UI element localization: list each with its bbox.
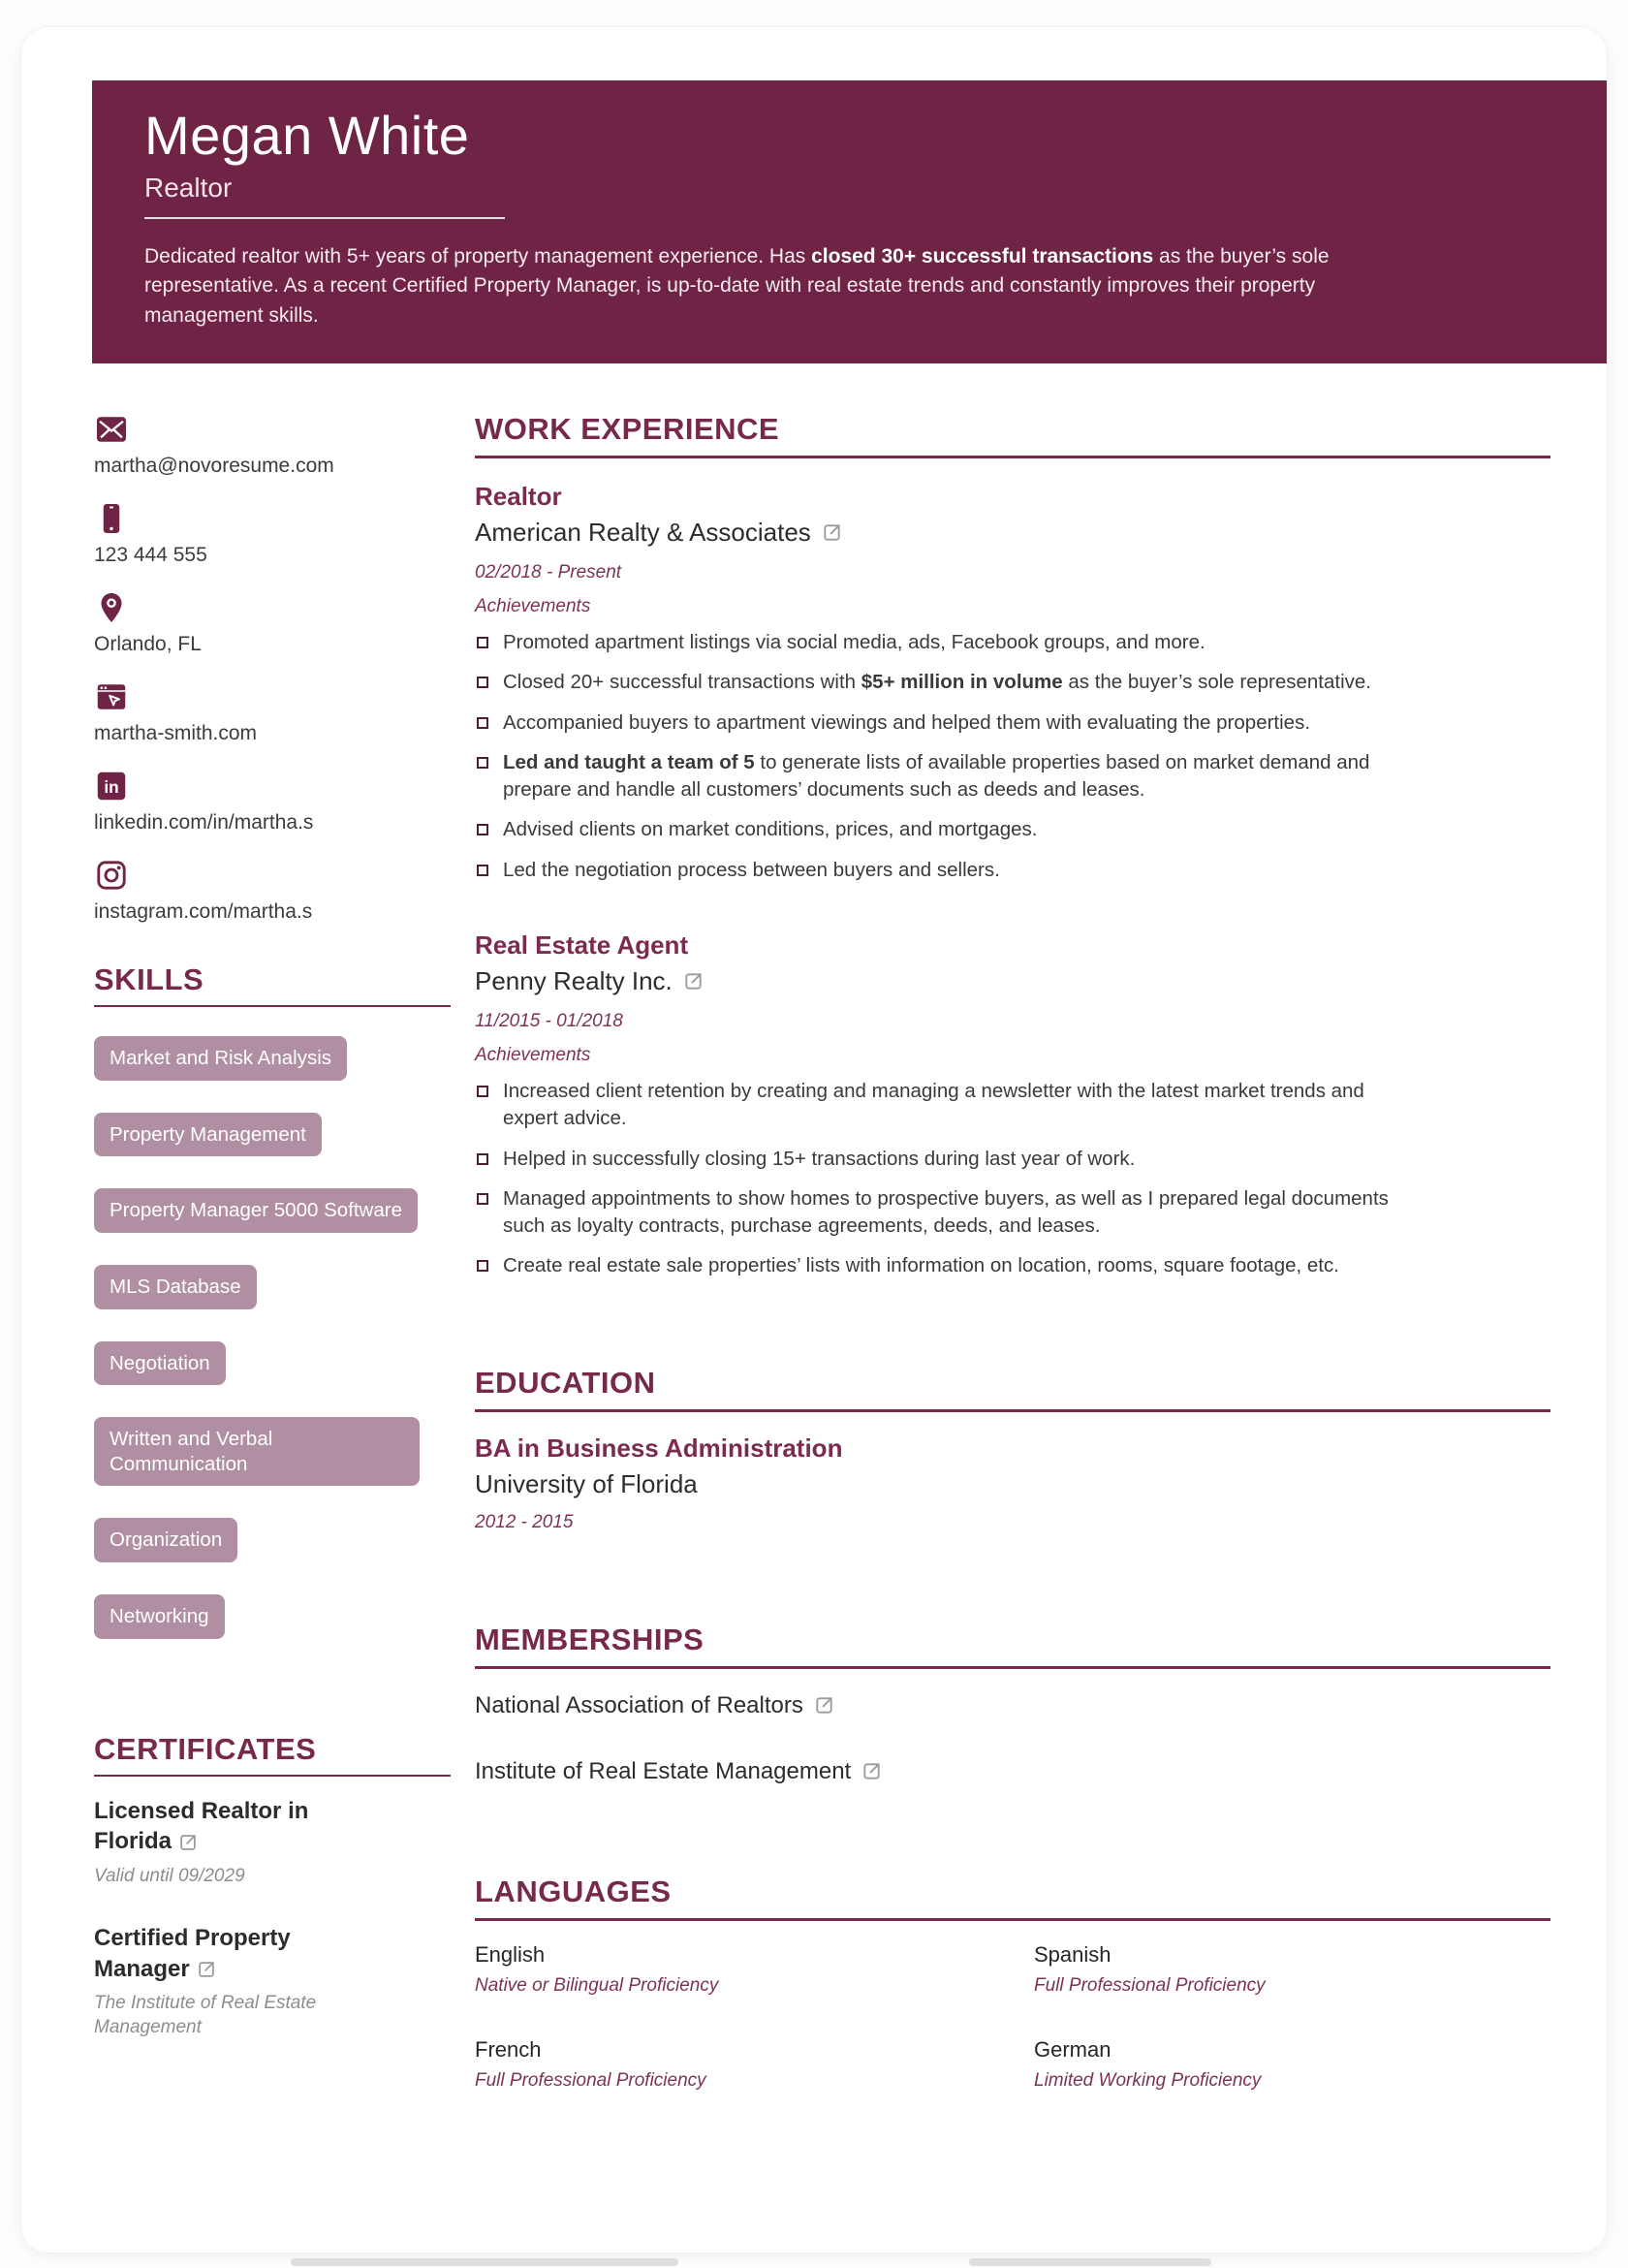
education-title: EDUCATION: [475, 1365, 656, 1400]
achievement-bullet: Led and taught a team of 5 to generate lists of available properties based on market demand and prepare and handle all customers’ documents such as deeds and leases.: [475, 749, 1395, 804]
work-experience-title: WORK EXPERIENCE: [475, 412, 780, 446]
certificates-list: [94, 1796, 451, 2040]
contact-link[interactable]: martha@novoresume.com: [94, 455, 334, 477]
instagram-icon: [94, 858, 129, 893]
external-link-icon[interactable]: [682, 970, 704, 992]
achievement-bullet: Led the negotiation process between buyers and sellers.: [475, 857, 1395, 884]
skills-title: SKILLS: [94, 962, 204, 996]
contact-link[interactable]: 123 444 555: [94, 544, 207, 566]
resume-body: [94, 412, 1607, 2092]
job-title: Realtor: [475, 482, 562, 511]
membership-item: [475, 1758, 1550, 1785]
skill-pill: Market and Risk Analysis: [94, 1036, 347, 1081]
skill-pill: Written and Verbal Communication: [94, 1417, 420, 1486]
achievement-bullet: Increased client retention by creating and managing a newsletter with the latest market trends and expert advice.: [475, 1078, 1395, 1133]
contact-link[interactable]: instagram.com/martha.s: [94, 900, 313, 923]
achievements-list: [475, 629, 1550, 884]
header-job-title: Realtor: [144, 172, 233, 203]
skill-pill: Property Manager 5000 Software: [94, 1188, 418, 1233]
membership-name: National Association of Realtors: [475, 1691, 803, 1718]
company-name: Penny Realty Inc.: [475, 965, 673, 995]
language-item: [1034, 1942, 1550, 1997]
language-item: [1034, 2037, 1550, 2092]
contact-item: [94, 858, 451, 924]
language-name: English: [475, 1941, 546, 1967]
header-name: Megan White: [144, 105, 470, 166]
education-section: [475, 1366, 1550, 1533]
achievements-label: Achievements: [475, 1044, 591, 1065]
membership-item: [475, 1692, 1550, 1719]
external-link-icon[interactable]: [813, 1694, 835, 1717]
header-summary: Dedicated realtor with 5+ years of property management experience. Has closed 30+ successful transactions as the buyer’s sole representative. As a recent Certified Property Manager, is up-to-date with real estate trends and constantly improves their property management skills.: [144, 244, 1330, 327]
resume-page: [21, 27, 1607, 2252]
language-proficiency: Full Professional Proficiency: [1034, 1974, 1266, 1996]
skill-pill: Organization: [94, 1518, 237, 1562]
skills-section: [94, 962, 451, 1639]
contact-item: [94, 412, 451, 478]
contact-list: [94, 412, 451, 924]
contact-link[interactable]: Orlando, FL: [94, 633, 202, 655]
job-dates: 02/2018 - Present: [475, 562, 622, 583]
skill-pill: Networking: [94, 1594, 225, 1639]
language-name: German: [1034, 2036, 1111, 2062]
job-title: Real Estate Agent: [475, 929, 689, 960]
certificate-note: The Institute of Real Estate Management: [94, 1993, 317, 2038]
job-entry: [475, 930, 1550, 1280]
school-name: University of Florida: [475, 1468, 698, 1498]
external-link-icon[interactable]: [177, 1828, 199, 1854]
achievement-bullet: Helped in successfully closing 15+ transactions during last year of work.: [475, 1146, 1395, 1173]
memberships-list: [475, 1692, 1550, 1785]
certificate-name: Licensed Realtor in Florida: [94, 1797, 309, 1855]
achievement-bullet: Closed 20+ successful transactions with $5+ million in volume as the buyer’s sole representative.: [475, 669, 1395, 696]
achievement-bullet: Accompanied buyers to apartment viewings and helped them with evaluating the properties.: [475, 709, 1395, 737]
degree-name: BA in Business Administration: [475, 1433, 843, 1463]
certificates-title: CERTIFICATES: [94, 1731, 317, 1766]
language-name: French: [475, 2036, 542, 2062]
certificate-name: Certified Property Manager: [94, 1925, 291, 1982]
language-item: [475, 1942, 1034, 1997]
location-icon: [94, 590, 129, 625]
contact-item: [94, 590, 451, 656]
page-break-fragment: [969, 2258, 1211, 2266]
achievements-label: Achievements: [475, 596, 591, 616]
resume-header: [92, 80, 1607, 363]
skill-pill: Property Management: [94, 1113, 322, 1157]
language-proficiency: Limited Working Proficiency: [1034, 2069, 1262, 2091]
external-link-icon[interactable]: [196, 1956, 217, 1982]
contact-link[interactable]: linkedin.com/in/martha.s: [94, 811, 314, 834]
contact-item: [94, 679, 451, 745]
contact-link[interactable]: martha-smith.com: [94, 722, 258, 744]
language-proficiency: Native or Bilingual Proficiency: [475, 1974, 719, 1996]
contact-item: [94, 769, 451, 835]
contact-item: [94, 501, 451, 567]
work-experience-section: [475, 412, 1550, 1280]
languages-grid: [475, 1942, 1550, 2092]
company-row: [475, 518, 1550, 548]
skills-pill-list: [94, 1036, 451, 1639]
svg-text:in: in: [104, 777, 119, 798]
certificate-item: [94, 1796, 451, 1888]
language-proficiency: Full Professional Proficiency: [475, 2069, 706, 2091]
work-experience-underline: [475, 456, 1550, 458]
jobs-list: [475, 482, 1550, 1280]
job-entry: [475, 482, 1550, 884]
external-link-icon[interactable]: [861, 1760, 883, 1782]
memberships-title: MEMBERSHIPS: [475, 1622, 704, 1656]
language-name: Spanish: [1034, 1941, 1111, 1967]
header-divider: [144, 217, 505, 219]
email-icon: [94, 412, 129, 447]
company-row: [475, 966, 1550, 996]
skills-underline: [94, 1005, 451, 1007]
memberships-section: [475, 1622, 1550, 1785]
website-icon: [94, 679, 129, 714]
languages-title: LANGUAGES: [475, 1874, 672, 1908]
languages-section: [475, 1874, 1550, 2092]
job-dates: 11/2015 - 01/2018: [475, 1010, 623, 1031]
memberships-underline: [475, 1666, 1550, 1669]
page-break-fragment: [291, 2258, 678, 2266]
education-dates: 2012 - 2015: [475, 1511, 574, 1532]
achievement-bullet: Promoted apartment listings via social media, ads, Facebook groups, and more.: [475, 629, 1395, 656]
education-underline: [475, 1409, 1550, 1412]
membership-name: Institute of Real Estate Management: [475, 1757, 852, 1784]
linkedin-icon: [94, 769, 129, 803]
achievement-bullet: Advised clients on market conditions, prices, and mortgages.: [475, 816, 1395, 843]
language-item: [475, 2037, 1034, 2092]
certificates-section: [94, 1732, 451, 2040]
company-name: American Realty & Associates: [475, 518, 811, 547]
skill-pill: Negotiation: [94, 1341, 226, 1386]
achievement-bullet: Managed appointments to show homes to prospective buyers, as well as I prepared legal documents such as loyalty contracts, purchase agreements, deeds, and leases.: [475, 1185, 1395, 1241]
phone-icon: [94, 501, 129, 536]
main-column: [475, 412, 1550, 2092]
certificate-note: Valid until 09/2029: [94, 1865, 245, 1886]
languages-underline: [475, 1918, 1550, 1921]
achievements-list: [475, 1078, 1550, 1280]
certificates-underline: [94, 1775, 451, 1777]
external-link-icon[interactable]: [821, 521, 843, 544]
sidebar: [94, 412, 451, 2092]
skill-pill: MLS Database: [94, 1265, 257, 1309]
achievement-bullet: Create real estate sale properties’ lists with information on location, rooms, square footage, etc.: [475, 1252, 1395, 1279]
certificate-item: [94, 1923, 451, 2040]
